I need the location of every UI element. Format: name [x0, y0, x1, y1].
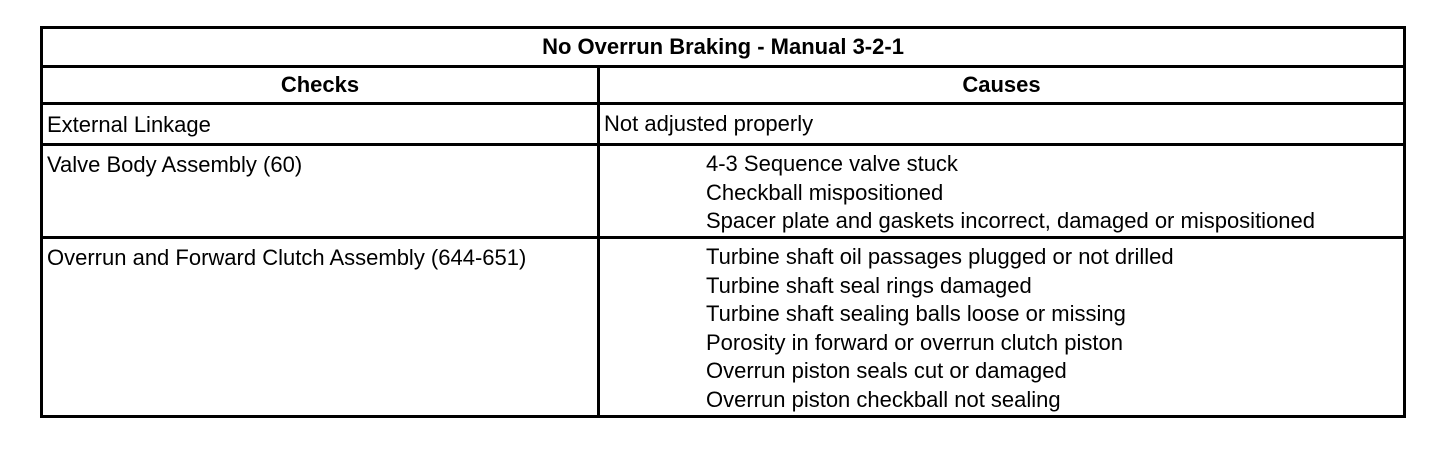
cause-item: Turbine shaft oil passages plugged or not drilled [706, 244, 1174, 269]
check-text: Valve Body Assembly (60) [47, 152, 303, 177]
title-row [42, 28, 1405, 67]
cause-item: Overrun piston seals cut or damaged [706, 358, 1067, 383]
table-row [42, 104, 1405, 145]
cause-list [604, 110, 1399, 139]
check-text: Overrun and Forward Clutch Assembly (644-651) [47, 245, 527, 270]
cause-list [604, 150, 1399, 236]
check-cell [42, 238, 599, 417]
header-checks: Checks [42, 67, 599, 104]
cause-item: Spacer plate and gaskets incorrect, damaged or mispositioned [706, 208, 1316, 233]
cause-item: Overrun piston checkball not sealing [706, 386, 1061, 412]
table-title: No Overrun Braking - Manual 3-2-1 [42, 28, 1405, 67]
causes-cell [599, 145, 1405, 238]
cause-item: Not adjusted properly [604, 110, 814, 136]
cause-list [604, 243, 1399, 414]
cause-item: Turbine shaft sealing balls loose or missing [706, 301, 1126, 326]
cause-item: Porosity in forward or overrun clutch piston [706, 329, 1123, 355]
diagnosis-table [40, 26, 1406, 418]
cause-item: 4-3 Sequence valve stuck [706, 151, 958, 176]
table-row [42, 145, 1405, 238]
check-text: External Linkage [47, 111, 211, 137]
cause-item: Checkball mispositioned [706, 179, 944, 205]
check-cell [42, 145, 599, 238]
header-row [42, 67, 1405, 104]
causes-cell [599, 104, 1405, 145]
causes-cell [599, 238, 1405, 417]
header-causes: Causes [599, 67, 1405, 104]
cause-item: Turbine shaft seal rings damaged [706, 272, 1032, 298]
check-cell [42, 104, 599, 145]
table-row [42, 238, 1405, 417]
